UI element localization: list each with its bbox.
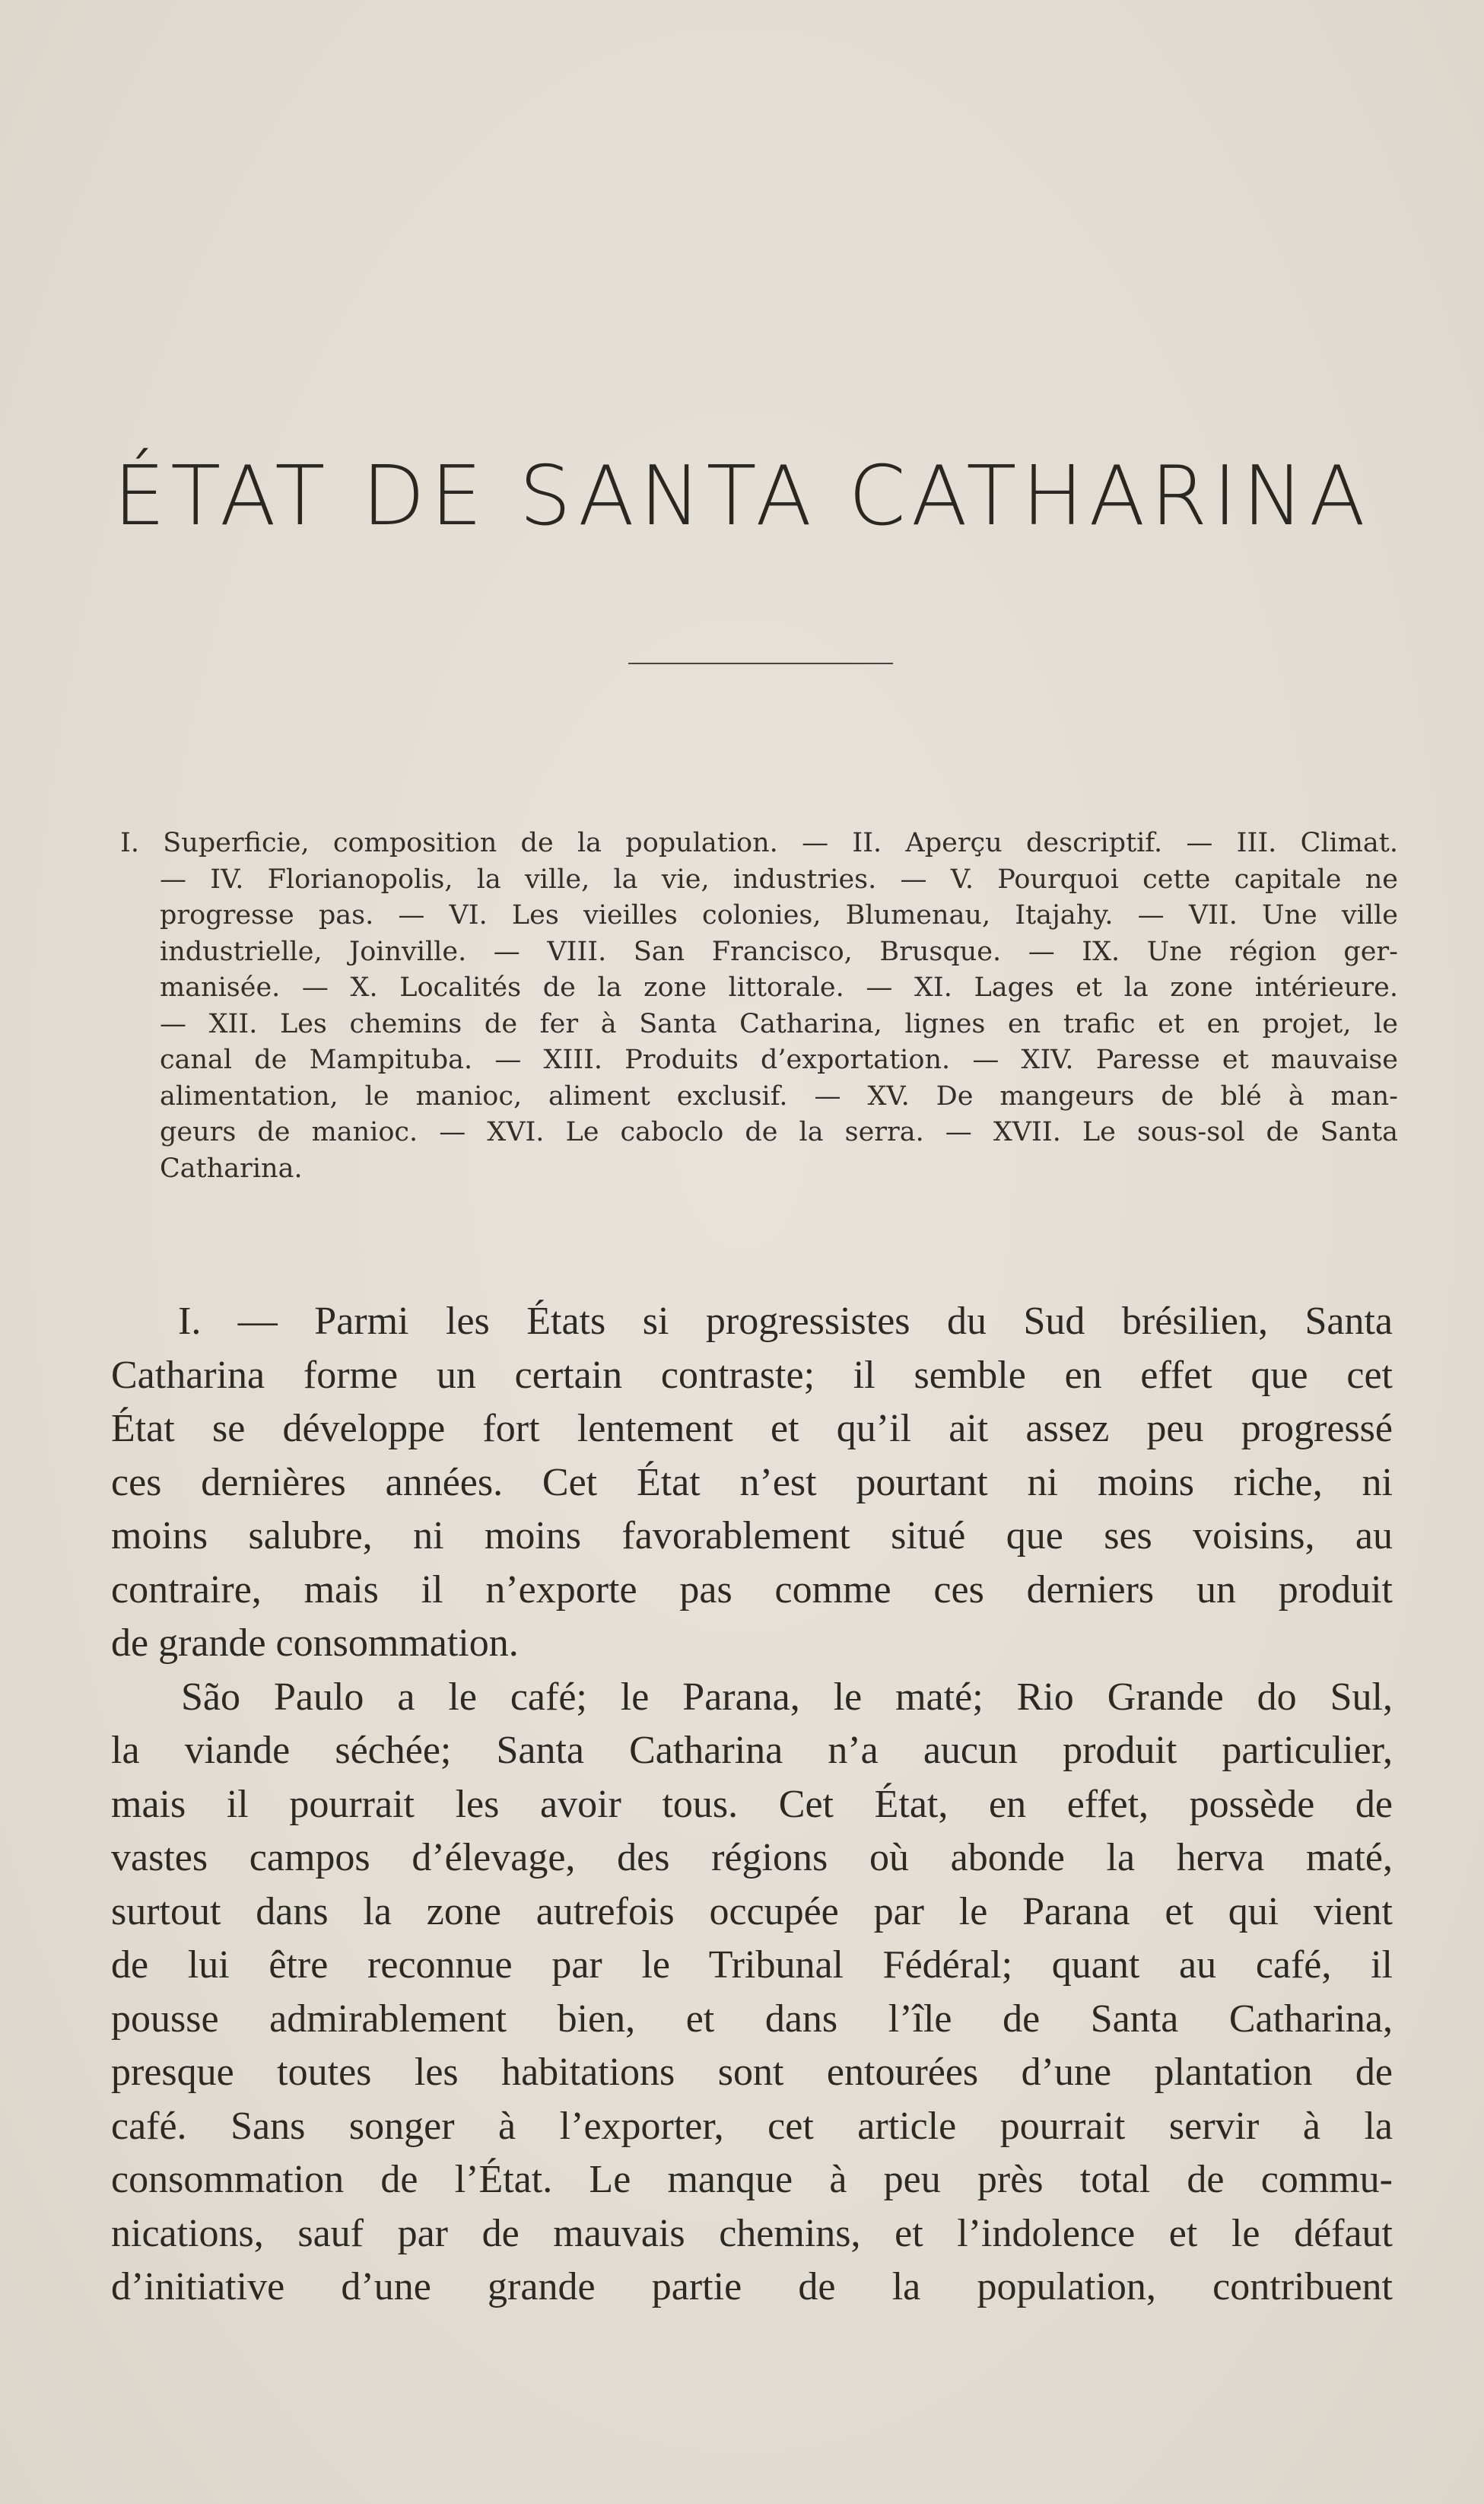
text-line: mais il pourrait les avoir tous. Cet État, en effet, possède de: [111, 1782, 1393, 1826]
summary-line: geurs de manioc. — XVI. Le caboclo de la serra. — XVII. Le sous-sol de Santa: [160, 1117, 1398, 1147]
summary-line: progresse pas. — VI. Les vieilles colonies, Blumenau, Itajahy. — VII. Une ville: [160, 900, 1398, 931]
summary-line: — IV. Florianopolis, la ville, la vie, industries. — V. Pourquoi cette capitale ne: [160, 864, 1398, 895]
summary-line: Catharina.: [160, 1153, 303, 1184]
paragraph-1: [111, 1295, 1393, 1671]
chapter-summary: [114, 826, 1398, 1187]
title-divider: [628, 663, 893, 664]
text-line: Catharina forme un certain contraste; il semble en effet que cet: [111, 1353, 1393, 1397]
summary-line: manisée. — X. Localités de la zone littorale. — XI. Lages et la zone intérieure.: [160, 972, 1398, 1003]
text-line: vastes campos d’élevage, des régions où abonde la herva maté,: [111, 1836, 1393, 1879]
text-line: presque toutes les habitations sont entourées d’une plantation de: [111, 2051, 1393, 2094]
text-line: surtout dans la zone autrefois occupée par le Parana et qui vient: [111, 1889, 1393, 1933]
paragraph-2: [111, 1671, 1393, 2315]
summary-line: industrielle, Joinville. — VIII. San Francisco, Brusque. — IX. Une région ger-: [160, 936, 1398, 967]
text-line: pousse admirablement bien, et dans l’île de Santa Catharina,: [111, 1997, 1393, 2041]
text-line: nications, sauf par de mauvais chemins, et l’indolence et le défaut: [111, 2211, 1393, 2255]
summary-line: I. Superficie, composition de la population. — II. Aperçu descriptif. — III. Climat.: [120, 828, 1398, 858]
text-line: São Paulo a le café; le Parana, le maté; Rio Grande do Sul,: [181, 1675, 1393, 1719]
summary-line: alimentation, le manioc, aliment exclusif. — XV. De mangeurs de blé à man-: [160, 1080, 1398, 1112]
text-line: de lui être reconnue par le Tribunal Fédéral; quant au café, il: [111, 1943, 1393, 1987]
text-line: d’initiative d’une grande partie de la population, contribuent: [111, 2265, 1393, 2308]
summary-line: — XII. Les chemins de fer à Santa Catharina, lignes en trafic et en projet, le: [160, 1008, 1398, 1039]
text-line: État se développe fort lentement et qu’il ait assez peu progressé: [111, 1407, 1393, 1450]
text-line: de grande consommation.: [111, 1621, 519, 1665]
summary-line: canal de Mampituba. — XIII. Produits d’exportation. — XIV. Paresse et mauvaise: [160, 1045, 1398, 1075]
text-line: I. — Parmi les États si progressistes du Sud brésilien, Santa: [178, 1300, 1393, 1343]
text-line: moins salubre, ni moins favorablement situé que ses voisins, au: [111, 1514, 1393, 1557]
body-text: [111, 1295, 1393, 2315]
text-line: ces dernières années. Cet État n’est pourtant ni moins riche, ni: [111, 1460, 1393, 1504]
text-line: consommation de l’État. Le manque à peu près total de commu-: [111, 2158, 1393, 2201]
chapter-title: ÉTAT DE SANTA CATHARINA: [113, 449, 1371, 544]
text-line: café. Sans songer à l’exporter, cet article pourrait servir à la: [111, 2104, 1393, 2148]
text-line: la viande séchée; Santa Catharina n’a aucun produit particulier,: [111, 1729, 1393, 1772]
text-line: contraire, mais il n’exporte pas comme ces derniers un produit: [111, 1567, 1393, 1612]
